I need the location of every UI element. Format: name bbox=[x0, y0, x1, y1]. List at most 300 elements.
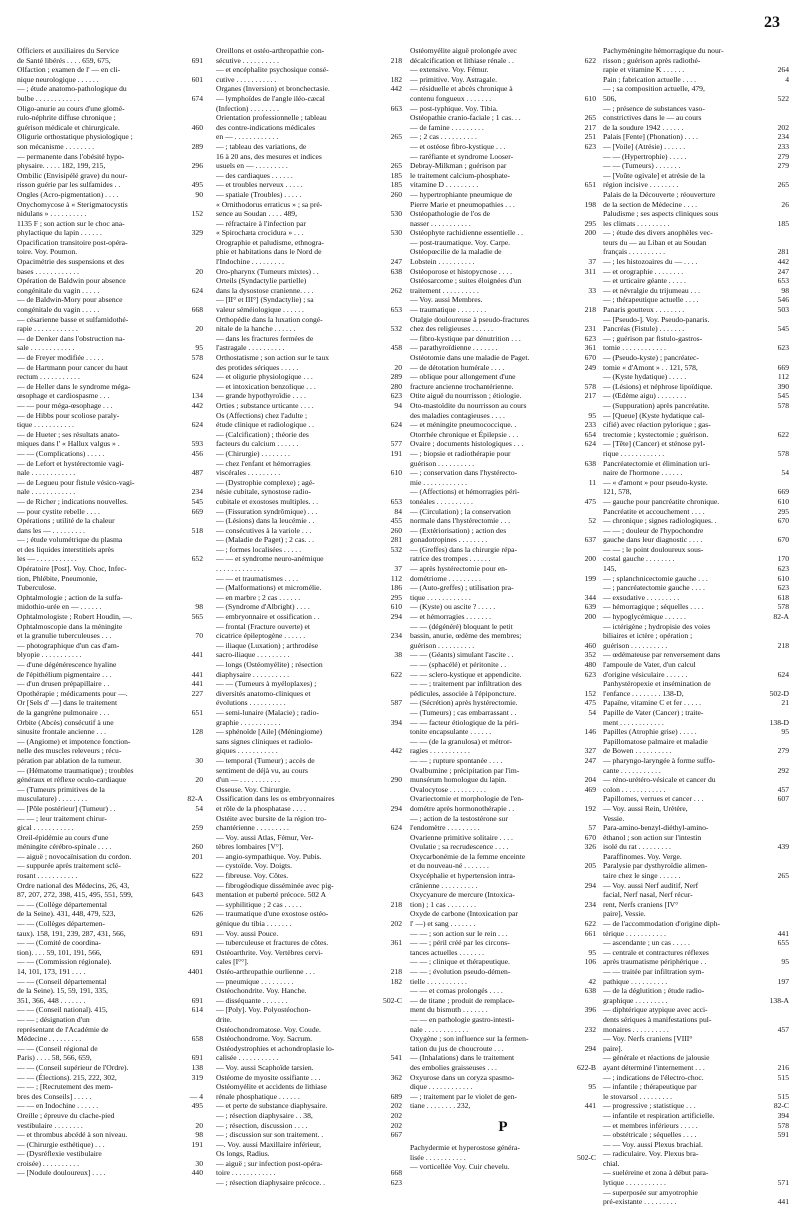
page-reference: 280 bbox=[390, 381, 402, 391]
page-reference: 218 bbox=[390, 899, 402, 909]
page-reference: 217 bbox=[584, 391, 596, 401]
page-reference: 623 bbox=[777, 564, 789, 574]
index-entry: Vessie. bbox=[603, 813, 625, 823]
page-reference: 218 bbox=[390, 967, 402, 976]
page-reference: 38 bbox=[394, 650, 402, 660]
index-entry: Orthopédie dans la luxation congé- bbox=[216, 314, 323, 324]
page-reference: 106 bbox=[584, 957, 596, 967]
index-entry: — suppurée après traitement sclé- bbox=[17, 861, 121, 871]
index-entry: — — (Collèges départemen- bbox=[17, 919, 105, 929]
page-reference: 670 bbox=[777, 535, 789, 545]
index-entry: Officiers et auxiliaires du Service bbox=[17, 46, 119, 55]
index-column-2: Oreillons et ostéo-arthropathie con- sécutive . . . . . . . . . . 218 — et encéphalite psychosique consé- cutive . . . . . . . . . . . 182 Organes (Inversion) et bronchectasie. 442 — lymphoïdes de l'angle iléo-cæcal (Infection) . . . . . . . . 663 Orientation professionnelle ; tableau des contre-indications médicales en — . . . . . . . . . . . . 265 — ; tableau des variations, de 16 à 20 ans, des mesures et indices usuels en — . . . . . . . . . 265 — des cardiaques . . . . . . 185 — et troubles nerveux . . . . . 185 — spatiale (Troubles) . . . . . 260 « Ornithodorus erraticus » ; sa pré- sence au Soudan . . . . 489, 530 — réfractaire à l'infection par « Spirochæta crocidura » . . . 530 Orographie et paludisme, ethnogra- phie et habitations dans le Nord de l'Indochine . . . . . . . . . 247 Oro-pharynx (Tumeurs mixtes) . . 638 Orteils (Syndactylie partielle) dans la dysostose cranienne. . . . 262 — [II° et III°] (Syndactylie) ; sa valeur séméiologique . . . . . . 653 Orthopédie dans la luxation congé- nitale de la hanche . . . . . . 532 — dans les fractures fermées de l'astragale . . . . . . . . . . 458 Orthostatisme ; son action sur le taux des protides sériques . . . . . 20 — et oligurie physiologique . . . 289 — et intoxication benzolique . . . 280 — grande hypothyroïdie . . . . 623 Orties ; substance urticante . . . . 94 Os (Affections) chez l'adulte ; étude clinique et radiologique . . 624 — (Calcification) ; théorie des facteurs du calcium . . . . . . 577 — (Chirurgie) . . . . . . . . 191 — chez l'enfant et hémorragies viscérales . . . . . . . . . 610 — (Dystrophie complexe) ; agé- nésie cubitale, synostose radio- cubitale et exostoses multiples. . . 653 — (Fissuration syndrômique) . . . 84 — (Lésions) dans la leucémie . . 455 — consécutives à la variole . . . 260 — (Maladie de Paget) ; 2 cas. . . 281 — ; formes localisées . . . . . 532 — — et syndrome neuro-anémique . . . . . . . . . . . . . 37 — — et traumatismes . . . . 112 — (Malformations) et micromélie. 186 — en marbre ; 2 cas . . . . . . 295 — (Syndrome d'Albright) . . . . 610 — embryonnaire et ossification . . 294 — frontal (Fracture ouverte) et cicatrice épileptogène . . . . . . 234 — iliaque (Luxation) ; arthrodèse sacro-iliaque . . . . . . . . . 38 — longs (Ostéomyélite) ; résection diaphysaire . . . . . . . . . . 622 — — (Tumeurs à myéloplaxes) ; diversités anatomo-cliniques et évolutions . . . . . . . . . . 587 — semi-lunaire (Malacie) ; radio- graphie . . . . . . . . . . . 394 — sphénoïde [Aile] (Méningiome) sans signes cliniques et radiolo- giques . . . . . . . . . . . 442 — temporal (Tumeur) ; accès de sentiment de déjà vu, au cours d'un — . . . . . . . . . . . 290 Osseuse. Voy. Chirurgie. Ossification dans les os embryonnaires et rôle de la phosphatase . . . . 294 Ostéite avec bursite de la région tro- chantérienne . . . . . . . . . 624 — Voy. aussi Atlas, Fémur, Ver- tèbres lombaires [V°]. — angio-sympathique. Voy. Pubis. — cystoïde. Voy. Doigts. — fibreuse. Voy. Côtes. — fibrogéodique disséminée avec pig- mentation et puberté précoce. 502 A — syphilitique ; 2 cas . . . . . 218 — traumatique d'une exostose ostéo- génique du tibia . . . . . . . 202 — Voy. aussi Pouce. — tuberculeuse et fractures de côtes. 361 Ostéoarthrite. Voy. Vertèbres cervi- cales [I°°]. Ostéo-arthropathie ourlienne . . . 218 — pneumique . . . . . . . . . 182 Ostéochondrite. Voy. Hanche. — disséquante . . . . . . . 502-C — [Poly]. Voy. Polyostéochon- drite. Ostéochondromatose. Voy. Coude. Ostéochondrome. Voy. Sacrum. Ostéodystrophies et achondroplasie lo- calisée . . . . . . . . . . . 541 — Voy. aussi Scaphoïde tarsien. Ostéome de myosite ossifiante . . . 362 Ostéomyélite et accidents de lithiase rénale phosphatique . . . . . . 689 — et perte de substance diaphysaire. 202 — ; résection diaphysaire . . 38, 202 — ; résection, discussion . . . . 202 — ; discussion sur son traitement. . 667 —. Voy. aussi Maxillaire inférieur, Os longs, Radius. — aiguë ; sur infection post-opéra- toire . . . . . . . . . . . . 668 — ; résection diaphysaire précoce. . 623 bbox=[216, 46, 402, 1188]
index-entry: — extensive. Voy. Fémur. bbox=[410, 65, 489, 75]
index-entry: sentiment de déjà vu, au cours bbox=[216, 765, 308, 775]
index-entry: — ; étude volumétrique du plasma bbox=[17, 535, 123, 545]
page-reference: 610 bbox=[584, 93, 596, 103]
index-entry: Orteils (Syndactylie partielle) bbox=[216, 276, 307, 286]
page-reference: 691 bbox=[191, 1053, 203, 1063]
index-entry: — photographique d'un cas d'am- bbox=[17, 640, 120, 650]
page-reference: 669 bbox=[777, 487, 789, 497]
index-entry: — (Affections) et hémorragies péri- bbox=[410, 487, 520, 497]
page-reference: 265 bbox=[390, 161, 402, 171]
index-entry: — infantile ; thérapeutique par bbox=[603, 1082, 697, 1092]
page-reference: 442 bbox=[777, 257, 789, 267]
page-reference: 469 bbox=[584, 784, 596, 794]
page-reference: 138 bbox=[191, 1062, 203, 1072]
index-entry: Opération de Baldwin pour absence bbox=[17, 276, 126, 286]
index-entry: — fibrogéodique disséminée avec pig- bbox=[216, 880, 334, 890]
index-entry: — (Pseudo-kyste) ; pancréatec- bbox=[603, 353, 699, 362]
index-entry: — de Baldwin-Mory pour absence bbox=[17, 295, 123, 305]
page-reference: 94 bbox=[394, 400, 402, 410]
page-reference: 202 bbox=[390, 1101, 402, 1111]
index-entry: Oreil-épidémie au cours d'une bbox=[17, 832, 109, 842]
index-entry: — radiculaire. Voy. Plexus bra- bbox=[603, 1149, 699, 1159]
page-reference: 530 bbox=[390, 228, 402, 238]
index-entry: — ictérigène ; hydropisie des voies bbox=[603, 621, 711, 631]
index-entry: 16 à 20 ans, des mesures et indices bbox=[216, 151, 322, 161]
index-entry: — pharyngo-laryngée à forme suffo- bbox=[603, 755, 716, 765]
page-reference: 82-A bbox=[187, 794, 203, 804]
page-reference: 20 bbox=[195, 775, 203, 785]
page-reference: 441 bbox=[584, 1101, 596, 1111]
index-entry: — [Poly]. Voy. Polyostéochon- bbox=[216, 1005, 311, 1015]
index-entry: — — ; évolution pseudo-démen- bbox=[410, 967, 511, 976]
page-reference: 691 bbox=[191, 947, 203, 957]
index-entry: Ostéosarcome ; suites éloignées d'un bbox=[410, 276, 522, 286]
page-reference: 279 bbox=[777, 746, 789, 756]
page-reference: 394 bbox=[390, 717, 402, 727]
index-entry: risson ; guérison après radiothé- bbox=[603, 55, 701, 65]
page-reference: 82-A bbox=[773, 612, 789, 622]
page-reference: 281 bbox=[390, 535, 402, 545]
index-entry: — raréfiante et syndrome Looser- bbox=[410, 151, 514, 161]
page-reference: 319 bbox=[191, 1072, 203, 1082]
page-reference: 637 bbox=[584, 535, 596, 545]
index-entry: — Voy. aussi Nerf auditif, Nerf bbox=[603, 880, 699, 890]
page-reference: 95 bbox=[588, 410, 596, 420]
page-reference: 327 bbox=[584, 746, 596, 756]
page-reference: 352 bbox=[584, 650, 596, 660]
index-entry: chial. bbox=[603, 1158, 620, 1168]
page-reference: 247 bbox=[390, 257, 402, 267]
index-entry: — centrale et contractures réflexes bbox=[603, 947, 709, 957]
index-entry: biliaires et ictère ; opération ; bbox=[603, 631, 693, 641]
index-entry: Orientation professionnelle ; tableau bbox=[216, 113, 327, 123]
index-entry: Oxyde de carbone (Intoxication par bbox=[410, 909, 518, 919]
index-entry: — — (Tumeurs à myéloplaxes) ; bbox=[216, 679, 317, 689]
index-entry: paire]. bbox=[603, 1043, 623, 1053]
index-entry: — (Calcification) ; théorie des bbox=[216, 429, 309, 439]
page-reference: 54 bbox=[781, 468, 789, 478]
page-reference: 202 bbox=[390, 1120, 402, 1130]
page-reference: 191 bbox=[390, 448, 402, 458]
page-reference: 98 bbox=[195, 1130, 203, 1140]
index-entry: — réno-urétéro-vésicale et cancer du bbox=[603, 775, 716, 785]
page-reference: 146 bbox=[584, 727, 596, 737]
page-reference: 578 bbox=[777, 1120, 789, 1130]
page-reference: 37 bbox=[394, 564, 402, 574]
page-reference: 622 bbox=[584, 919, 596, 929]
index-entry: Oxycyanure de mercure (Intoxica- bbox=[410, 890, 515, 900]
index-entry: — — facteur étiologique de la péri- bbox=[410, 717, 519, 727]
index-entry: Panhystéropexie et insémination de bbox=[603, 679, 711, 689]
page-reference: 663 bbox=[390, 103, 402, 113]
page-reference: 52 bbox=[588, 516, 596, 526]
page-reference: 607 bbox=[777, 794, 789, 804]
page-reference: 192 bbox=[584, 803, 596, 813]
page-reference: 457 bbox=[777, 784, 789, 794]
index-entry: Ophtalmoscopie dans la méningite bbox=[17, 621, 123, 631]
index-entry: — (Inhalations) dans le traitement bbox=[410, 1053, 515, 1063]
index-entry: Oxygène ; son influence sur la fermen- bbox=[410, 1034, 529, 1044]
index-entry: 1135 F ; son action sur le choc ana- bbox=[17, 218, 125, 228]
page-reference: 623 bbox=[777, 343, 789, 353]
index-entry: le traitement calcium-phosphate- bbox=[410, 170, 510, 180]
page-reference: 624 bbox=[191, 372, 203, 382]
index-entry: Onychomycose à « Sterigmatocystis bbox=[17, 199, 128, 209]
index-entry: facial, Nerf nasal, Nerf récur- bbox=[603, 890, 693, 900]
page-reference: 20 bbox=[195, 266, 203, 276]
index-entry: — (Circulation) ; la conservation bbox=[410, 506, 511, 516]
index-entry: — — (de la granulosa) et métror- bbox=[410, 736, 512, 746]
page-reference: 247 bbox=[584, 755, 596, 765]
page-reference: 623 bbox=[584, 669, 596, 679]
index-entry: teurs du — au Liban et au Soudan bbox=[603, 237, 707, 247]
index-entry: tion, Phlébite, Pneumonie, bbox=[17, 573, 98, 583]
index-entry: — (Tumeurs primitives de la bbox=[17, 784, 105, 794]
page-reference: 578 bbox=[777, 448, 789, 458]
index-entry: Pachyméningite hémorragique du nour- bbox=[603, 46, 724, 55]
index-entry: — [Voûte ogivale] et atrésie de la bbox=[603, 170, 705, 180]
section-letter: P bbox=[498, 1118, 508, 1135]
page-reference: 249 bbox=[584, 362, 596, 372]
index-entry: — (Hématome traumatique) ; troubles bbox=[17, 765, 134, 775]
index-entry: — oblique pour allongement d'une bbox=[410, 372, 516, 382]
page-reference: 457 bbox=[777, 1024, 789, 1034]
page-reference: 265 bbox=[777, 871, 789, 881]
page-reference: 655 bbox=[777, 938, 789, 948]
page-reference: 4 bbox=[785, 74, 789, 84]
index-entry: Ostéomyélite aiguë prolongée avec bbox=[410, 46, 517, 55]
index-entry: — après hystérectomie pour en- bbox=[410, 564, 508, 574]
page-reference: 260 bbox=[390, 189, 402, 199]
page-number: 23 bbox=[764, 14, 780, 31]
index-entry: « Ornithodorus erraticus » ; sa pré- bbox=[216, 199, 323, 209]
index-entry: — ; traitement par le violet de gen- bbox=[410, 1091, 517, 1101]
page-reference: 201 bbox=[191, 851, 203, 861]
index-entry: Paludisme ; ses aspects cliniques sous bbox=[603, 209, 719, 219]
page-reference: 218 bbox=[777, 640, 789, 650]
page-reference: 456 bbox=[191, 448, 203, 458]
page-reference: 54 bbox=[588, 707, 596, 717]
page-reference: 4401 bbox=[187, 967, 203, 976]
index-entry: — et encéphalite psychosique consé- bbox=[216, 65, 329, 75]
page-reference: 518 bbox=[191, 525, 203, 535]
page-reference: 205 bbox=[584, 861, 596, 871]
page-reference: 247 bbox=[777, 266, 789, 276]
index-entry: — réfractaire à l'infection par bbox=[216, 218, 306, 228]
index-entry: Oto-mastoïdite du nourrisson au cours bbox=[410, 400, 527, 410]
page-reference: 441 bbox=[777, 928, 789, 938]
index-entry: Opératoire [Post]. Voy. Choc, Infec- bbox=[17, 564, 127, 574]
page-reference: 295 bbox=[777, 506, 789, 516]
page-reference: 622-B bbox=[577, 1062, 596, 1072]
index-entry: — — ; douleur de l'hypochondre bbox=[603, 525, 704, 535]
index-entry: — Voy. aussi Atlas, Fémur, Ver- bbox=[216, 832, 314, 842]
page-reference: 522 bbox=[777, 93, 789, 103]
index-entry: Oreillons et ostéo-arthropathie con- bbox=[216, 46, 325, 55]
page-reference: 624 bbox=[390, 420, 402, 430]
page-reference: 495 bbox=[191, 180, 203, 190]
page-reference: 651 bbox=[191, 707, 203, 717]
page-reference: 361 bbox=[584, 343, 596, 353]
index-entry: Paraffinomes. Voy. Verge. bbox=[603, 851, 682, 861]
index-entry: Papillomatose palmaire et maladie bbox=[603, 736, 708, 746]
index-entry: — — ; désignation d'un bbox=[17, 1014, 90, 1024]
page-reference: 577 bbox=[390, 439, 402, 449]
page-reference: 439 bbox=[777, 842, 789, 852]
index-entry: — diphtérique atypique avec acci- bbox=[603, 1005, 708, 1015]
page-reference: 279 bbox=[777, 151, 789, 161]
page-reference: 311 bbox=[584, 266, 596, 276]
index-entry: — (Extériorisation) ; action des bbox=[410, 525, 507, 535]
page-reference: 610 bbox=[390, 602, 402, 612]
page-reference: 623 bbox=[584, 141, 596, 151]
index-entry: Or [Sels d' —] dans le traitement bbox=[17, 698, 118, 708]
page-reference: 670 bbox=[584, 832, 596, 842]
page-reference: 95 bbox=[195, 343, 203, 353]
page-reference: 396 bbox=[584, 1005, 596, 1015]
page-reference: 441 bbox=[191, 650, 203, 660]
index-entry: Os (Affections) chez l'adulte ; bbox=[216, 410, 308, 420]
page-reference: 530 bbox=[390, 209, 402, 219]
index-entry: — temporal (Tumeur) ; accès de bbox=[216, 755, 315, 765]
page-reference: 578 bbox=[777, 400, 789, 410]
page-reference: 667 bbox=[390, 1130, 402, 1140]
page-reference: 260 bbox=[191, 842, 203, 852]
index-entry: — angio-sympathique. Voy. Pubis. bbox=[216, 851, 322, 861]
page-reference: 294 bbox=[390, 803, 402, 813]
page-reference: 231 bbox=[584, 324, 596, 334]
page-reference: 202 bbox=[390, 919, 402, 929]
page-reference: 233 bbox=[584, 420, 596, 430]
page-reference: 460 bbox=[584, 640, 596, 650]
index-entry: — de Legueu pour fistule vésico-vagi- bbox=[17, 477, 135, 487]
index-entry: toire. Voy. Poumon. bbox=[17, 247, 78, 257]
index-entry: Ossification dans les os embryonnaires bbox=[216, 794, 335, 804]
page-reference: 622 bbox=[584, 55, 596, 65]
index-entry: l'ampoule de Vater, d'un calcul bbox=[603, 660, 696, 669]
page-reference: 480 bbox=[584, 660, 596, 669]
page-reference: 455 bbox=[390, 516, 402, 526]
page-reference: 610 bbox=[390, 468, 402, 478]
page-reference: 134 bbox=[191, 391, 203, 401]
page-reference: 20 bbox=[195, 1120, 203, 1130]
index-entry: Oreille ; épreuve du clache-pied bbox=[17, 1110, 115, 1120]
page-reference: 361 bbox=[390, 938, 402, 948]
page-reference: 669 bbox=[191, 506, 203, 516]
page-reference: 329 bbox=[191, 228, 203, 238]
index-entry: — « d'amont » pour pseudo-kyste. bbox=[603, 477, 708, 487]
index-entry: — fibreuse. Voy. Côtes. bbox=[216, 871, 289, 881]
index-entry: — chez l'enfant et hémorragies bbox=[216, 458, 311, 468]
page-reference: 294 bbox=[584, 1043, 596, 1053]
index-entry: Para-amino-benzyl-diéthyl-amino- bbox=[603, 823, 709, 833]
index-entry: — résiduelle et abcès chronique à bbox=[410, 84, 513, 94]
page-reference: 541 bbox=[390, 1053, 402, 1063]
page-reference: 578 bbox=[191, 353, 203, 362]
page-reference: 532 bbox=[390, 544, 402, 554]
index-column-4: Pachyméningite hémorragique du nour- risson ; guérison après radiothé- rapie et vitamine K . . . . . . 264 Pain ; fabrication actuelle . . . . 4 — ; sa composition actuelle, 479, 506, 522 — ; présence de substances vaso- constrictives dans le — au cours de la soudure 1942 . . . . . . 202 Palais [Fente] (Phonation) . . . . 234 — [Voile] (Atrésie) . . . . . . 233 — — (Hypertrophie) . . . . . 279 — — (Tumeurs) . . . . . . . 279 — [Voûte ogivale] et atrésie de la région incisive . . . . . . . . 265 Palais de la Découverte ; réouverture de la section de Médecine . . . . 26 Paludisme ; ses aspects cliniques sous les climats . . . . . . . . . 185 — ; étude des divers anophèles vec- teurs du — au Liban et au Soudan français . . . . . . . . . . 281 — ; les histozoaires du — . . . . 442 — et orographie . . . . . . . . 247 — et urticaire géante . . . . . 653 — et névralgie du trijumeau . . . 98 — ; thérapeutique actuelle . . . . 546 Panaris goutteux . . . . . . . . 503 — [Pseudo-]. Voy. Pseudo-panaris. Pancréas (Fistule) . . . . . . . 545 — ; guérison par fistulo-gastros- tomie . . . . . . . . . . . . 623 — (Pseudo-kyste) ; pancréatec- tomie « d'Amont » . . 121, 578, 669 — (Kyste hydatique) . . . . . 112 — (Lésions) et néphrose lipoïdique. 390 — (Œdème aigu) . . . . . . . . 545 — (Suppuration) après pancréatite. 578 — [Queue] (Kyste hydatique cal- cifié) avec réaction pylorique ; gas- trectomie ; kystectomie ; guérison. 622 — [Tête] (Cancer) et sténose pyl- rique . . . . . . . . . . . . 578 Pancréatectomie et élimination uri- naire de l'hormone . . . . . . 54 — « d'amont » pour pseudo-kyste. 121, 578, 669 — gauche pour pancréatite chronique. 610 Pancréatite et accouchement . . . . 295 — chronique ; signes radiologiques. . 670 — — ; douleur de l'hypochondre gauche dans leur diagnostic . . . . 670 — — ; le point douloureux sous- costal gauche . . . . . . . . 170 145, 623 — ; splanchnicectomie gauche . . . 610 — ; pancréatectomie gauche . . . . 623 — exsudative . . . . . . . . . 618 — hémorragique ; séquelles . . . . 578 — hypoglycémique . . . . . . 82-A — ictérigène ; hydropisie des voies biliaires et ictère ; opération ; guérison . . . . . . . . . . 218 — œdémateuse par renversement dans l'ampoule de Vater, d'un calcul d'origine vésiculaire . . . . . . 624 Panhystéropexie et insémination de l'enfance . . . . . . . . 138-D, 502-D Papaïne, vitamine C et fer . . . . . 21 Papille de Vater (Cancer) ; traite- ment . . . . . . . . . . . . 138-D Papilles (Atrophie grise) . . . . . 95 Papillomatose palmaire et maladie de Bowen . . . . . . . . . . 279 — pharyngo-laryngée à forme suffo- cante . . . . . . . . . . . 292 — réno-urétéro-vésicale et cancer du colon . . . . . . . . . . . . 457 Papillomes, verrues et cancer . . . 607 — Voy. aussi Rein, Urètère, Vessie. Para-amino-benzyl-diéthyl-amino- éthanol ; son action sur l'intestin isolé du rat . . . . . . . . . 439 Paraffinomes. Voy. Verge. Paralysie par dysthyroïdie alimen- taire chez le singe . . . . . . 265 — Voy. aussi Nerf auditif, Nerf facial, Nerf nasal, Nerf récur- rent, Nerfs craniens [IV° paire], Vessie. — de l'accommodation d'origine diph- térique . . . . . . . . . . . 441 — ascendante ; un cas . . . . . 655 — centrale et contractures réflexes après traumatisme périphérique . . 95 — — traitée par infiltration sym- pathique . . . . . . . . . . 197 — de la déglutition ; étude radio- graphique . . . . . . . . . 138-A — diphtérique atypique avec acci- dents sériques à manifestations pul- monaires . . . . . . . . . . 457 — Voy. Nerfs craniens [VIII° paire]. — générale et réactions de jalousie ayant déterminé l'internement . . . 216 — ; indications de l'électro-choc. 515 — infantile ; thérapeutique par le stovarsol . . . . . . . . . 515 — progressive ; statistique . . . 82-C — infantile et respiration artificielle. 394 — et membres inférieurs . . . . . 578 — obstétricale ; séquelles . . . . 591 — — Voy. aussi Plexus brachial. — radiculaire. Voy. Plexus bra- chial. — sueléreine et zona à début para- lytique . . . . . . . . . . . 571 — superposée sur amyotrophie pré-existante . . . . . . . . . 441 bbox=[603, 46, 789, 1207]
page-reference: 658 bbox=[191, 1034, 203, 1044]
page-reference: 152 bbox=[191, 209, 203, 219]
page-reference: 624 bbox=[191, 420, 203, 430]
page-reference: 202 bbox=[777, 122, 789, 132]
page-reference: 186 bbox=[390, 583, 402, 593]
page-reference: — 4 bbox=[189, 1091, 203, 1101]
index-entry: Ovariectomie et morphologie de l'en- bbox=[410, 794, 524, 804]
index-entry: — cystoïde. Voy. Doigts. bbox=[216, 861, 293, 871]
index-entry: — — ; traitement par infiltration des bbox=[410, 679, 522, 689]
page-reference: 653 bbox=[390, 305, 402, 315]
page-reference: 571 bbox=[777, 1178, 789, 1188]
page-reference: 70 bbox=[195, 631, 203, 641]
index-entry: — (Angiome) et impotence fonction- bbox=[17, 736, 131, 746]
index-entry: — ; sa composition actuelle, 479, bbox=[603, 84, 705, 94]
page-reference: 234 bbox=[390, 631, 402, 641]
page-reference: 578 bbox=[584, 381, 596, 391]
page-reference: 292 bbox=[777, 765, 789, 775]
page-reference: 670 bbox=[584, 353, 596, 362]
index-entry: Paralysie par dysthyroïdie alimen- bbox=[603, 861, 708, 871]
page-reference: 651 bbox=[584, 180, 596, 190]
page-reference: 30 bbox=[195, 755, 203, 765]
index-entry: Ostéite avec bursite de la région tro- bbox=[216, 813, 327, 823]
index-entry: — ; conservation dans l'hystérecto- bbox=[410, 468, 518, 478]
page-reference: 26 bbox=[781, 199, 789, 209]
page-reference: 95 bbox=[781, 957, 789, 967]
index-entry: cifié) avec réaction pylorique ; gas- bbox=[603, 420, 711, 430]
page-reference: 394 bbox=[777, 1110, 789, 1120]
index-entry: — — ; leur traitement chirur- bbox=[17, 813, 107, 823]
page-reference: 42 bbox=[588, 976, 596, 986]
page-reference: 279 bbox=[777, 161, 789, 171]
page-reference: 614 bbox=[191, 1005, 203, 1015]
index-entry: — de Lefort et hystérectomie vagi- bbox=[17, 458, 124, 468]
index-entry: Papille de Vater (Cancer) ; traite- bbox=[603, 707, 704, 717]
page-reference: 652 bbox=[191, 554, 203, 564]
page-reference: 98 bbox=[195, 602, 203, 612]
page-reference: 441 bbox=[191, 669, 203, 679]
index-entry: — ; présence de substances vaso- bbox=[603, 103, 705, 113]
index-entry: — aiguë ; sur infection post-opéra- bbox=[216, 1158, 323, 1168]
index-entry: — — (Collège départemental bbox=[17, 899, 108, 909]
index-entry: — [Pseudo-]. Voy. Pseudo-panaris. bbox=[603, 314, 710, 324]
page-reference: 545 bbox=[777, 391, 789, 401]
page-reference: 691 bbox=[191, 55, 203, 65]
page-reference: 294 bbox=[390, 612, 402, 622]
index-entry: — [II° et III°] (Syndactylie) ; sa bbox=[216, 295, 314, 305]
page-reference: 202 bbox=[390, 1110, 402, 1120]
index-entry: — d'une dégénérescence hyaline bbox=[17, 660, 117, 669]
page-reference: 624 bbox=[390, 823, 402, 833]
page-reference: 610 bbox=[777, 573, 789, 583]
page-reference: 593 bbox=[191, 439, 203, 449]
index-entry: — — (dégénéré) bloquant le petit bbox=[410, 621, 513, 631]
page-reference: 95 bbox=[588, 947, 596, 957]
page-reference: 502-C bbox=[577, 1152, 596, 1162]
page-reference: 458 bbox=[390, 343, 402, 353]
page-reference: 390 bbox=[777, 381, 789, 391]
index-entry: — de l'accommodation d'origine diph- bbox=[603, 919, 721, 929]
index-entry: Oligo-anurie au cours d'une glomé- bbox=[17, 103, 125, 113]
page-reference: 200 bbox=[584, 228, 596, 238]
index-entry: —. Voy. aussi Maxillaire inférieur, bbox=[216, 1139, 322, 1149]
index-entry: — de Heller dans le syndrome méga- bbox=[17, 381, 131, 391]
page-reference: 623 bbox=[584, 333, 596, 343]
page-reference: 295 bbox=[390, 592, 402, 602]
index-entry: — — ; [Recrutement des mem- bbox=[17, 1082, 113, 1092]
page-reference: 442 bbox=[191, 400, 203, 410]
index-entry: des contre-indications médicales bbox=[216, 122, 316, 132]
page-reference: 204 bbox=[584, 775, 596, 785]
page-reference: 281 bbox=[777, 247, 789, 257]
page-reference: 260 bbox=[390, 525, 402, 535]
index-entry: Olfaction ; examen de l' — en cli- bbox=[17, 65, 121, 75]
index-entry: mentation et puberté précoce. 502 A bbox=[216, 890, 327, 900]
index-entry: — — (Comité de coordina- bbox=[17, 938, 101, 948]
page-reference: 475 bbox=[584, 698, 596, 708]
index-entry: — de Hibbs pour scoliose paraly- bbox=[17, 410, 120, 420]
page-reference: 545 bbox=[777, 324, 789, 334]
page-reference: 638 bbox=[390, 266, 402, 276]
index-entry: Otalgie douloureuse à pseudo-fractures bbox=[410, 314, 530, 324]
page-reference: 216 bbox=[777, 1062, 789, 1072]
index-entry: cales [I°°]. bbox=[216, 957, 249, 967]
index-entry: — longs (Ostéomyélite) ; résection bbox=[216, 660, 323, 669]
page-reference: 294 bbox=[584, 880, 596, 890]
page-reference: 565 bbox=[191, 612, 203, 622]
index-entry: — césarienne basse et sulfamidothé- bbox=[17, 314, 129, 324]
index-entry: — Voy. aussi Rein, Urètère, bbox=[603, 803, 688, 813]
page-reference: 638 bbox=[584, 458, 596, 468]
index-entry: — iliaque (Luxation) ; arthrodèse bbox=[216, 640, 319, 650]
index-entry: Ostéopœcilie de la maladie de bbox=[410, 247, 502, 257]
page-reference: 112 bbox=[777, 372, 789, 382]
index-entry: Os longs, Radius. bbox=[216, 1149, 270, 1159]
index-entry: Tuberculose. bbox=[17, 583, 57, 593]
page-reference: 217 bbox=[584, 122, 596, 132]
page-reference: 487 bbox=[191, 468, 203, 478]
page-reference: 668 bbox=[191, 305, 203, 315]
page-reference: 661 bbox=[584, 928, 596, 938]
page-reference: 610 bbox=[777, 496, 789, 506]
page-reference: 232 bbox=[584, 1024, 596, 1034]
index-entry: — ; biopsie et radiothérapie pour bbox=[410, 448, 511, 458]
index-entry: — sueléreine et zona à début para- bbox=[603, 1168, 709, 1178]
page-reference: 138-A bbox=[769, 995, 789, 1005]
page-reference: 90 bbox=[195, 189, 203, 199]
page-reference: 251 bbox=[584, 132, 596, 142]
page-reference: 112 bbox=[390, 573, 402, 583]
index-entry: dents sériques à manifestations pul- bbox=[603, 1014, 712, 1024]
page-reference: 344 bbox=[584, 592, 596, 602]
page-reference: 262 bbox=[390, 285, 402, 295]
index-entry: — œdémateuse par renversement dans bbox=[603, 650, 721, 660]
page-reference: 95 bbox=[781, 727, 789, 737]
